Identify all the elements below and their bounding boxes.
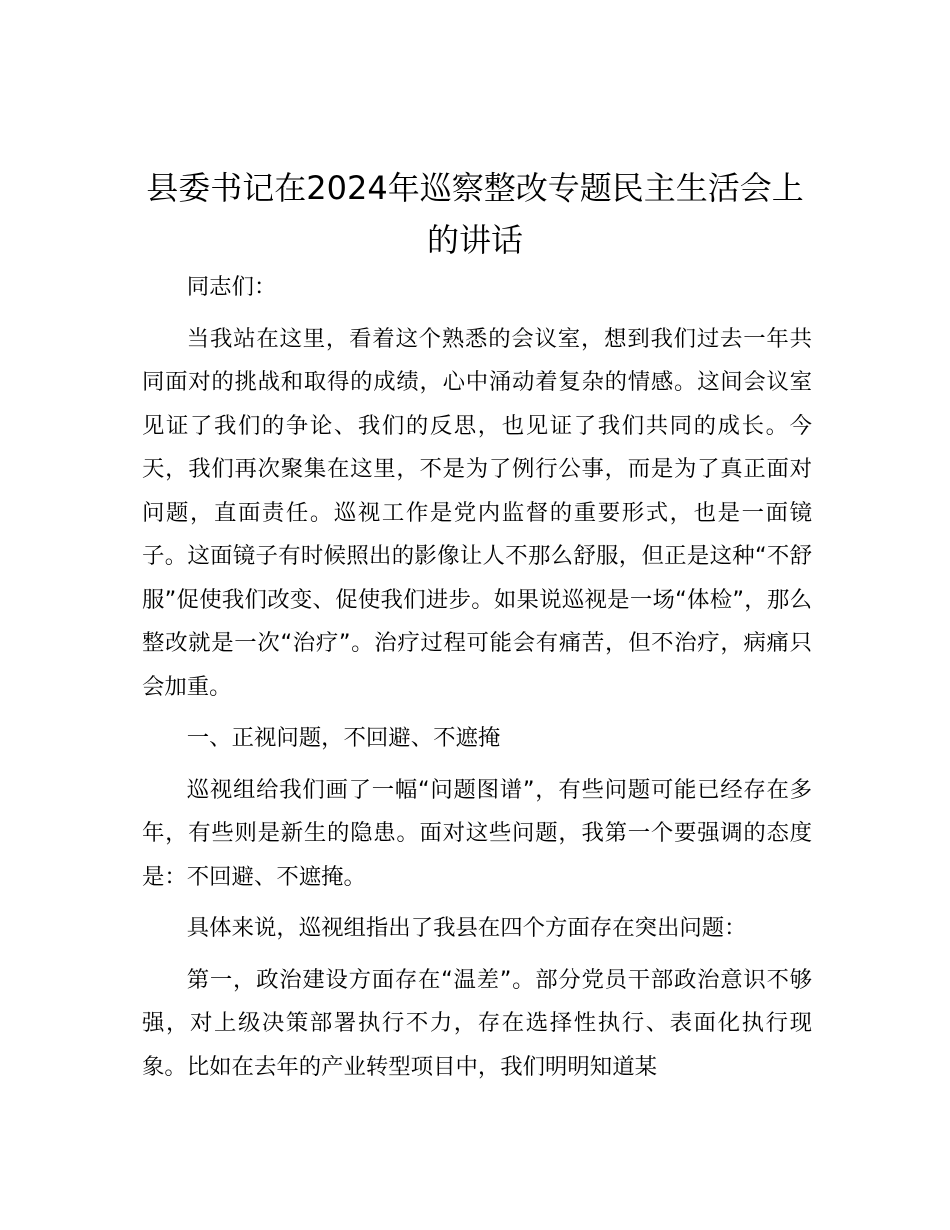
body-paragraph: 巡视组给我们画了一幅“问题图谱”，有些问题可能已经存在多年，有些则是新生的隐患。面对这些问题，我第一个要强调的态度是：不回避、不遮掩。 [142,776,812,890]
document-title: 县委书记在2024年巡察整改专题民主生活会上的讲话 [146,169,804,259]
document-body [142,266,812,1097]
section-heading: 一、正视问题，不回避、不遮掩 [186,725,501,751]
body-paragraph: 具体来说，巡视组指出了我县在四个方面存在突出问题： [186,915,747,941]
salutation-paragraph: 同志们： [186,274,277,300]
body-paragraph: 当我站在这里，看着这个熟悉的会议室，想到我们过去一年共同面对的挑战和取得的成绩，心中涌动着复杂的情感。这间会议室见证了我们的争论、我们的反思，也见证了我们共同的成长。今天，我们再次聚集在这里，不是为了例行公事，而是为了真正面对问题，直面责任。巡视工作是党内监督的重要形式，也是一面镜子。这面镜子有时候照出的影像让人不那么舒服，但正是这种“不舒服”促使我们改变、促使我们进步。如果说巡视是一场“体检”，那么整改就是一次“治疗”。治疗过程可能会有痛苦，但不治疗，病痛只会加重。 [142,325,812,700]
body-paragraph: 第一，政治建设方面存在“温差”。部分党员干部政治意识不够强，对上级决策部署执行不力，存在选择性执行、表面化执行现象。比如在去年的产业转型项目中，我们明明知道某 [142,966,812,1080]
